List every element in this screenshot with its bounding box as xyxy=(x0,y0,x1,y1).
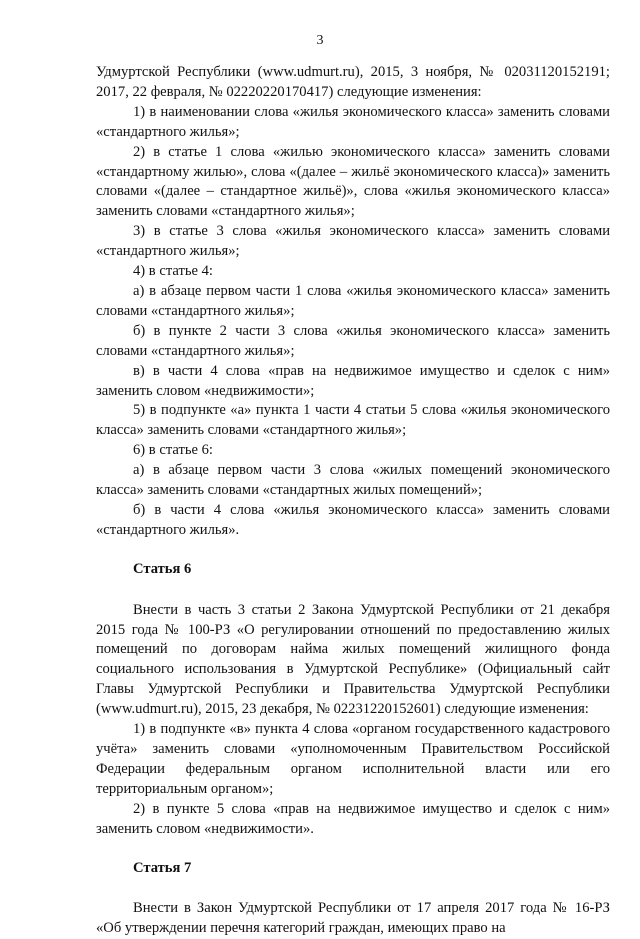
paragraph-article-6-item-1: 1) в подпункте «в» пункта 4 слова «органом государственного кадастрового учёта» заменить словами «уполномоченным Правительством Российской Федерации федеральным органом исполнительной власти или его территориальным органом»; xyxy=(96,721,610,797)
paragraph-item-4v: в) в части 4 слова «прав на недвижимое имущество и сделок с ним» заменить словом «недвижимости»; xyxy=(96,362,610,399)
paragraph-article-6-intro: Внести в часть 3 статьи 2 Закона Удмуртской Республики от 21 декабря 2015 года № 100-РЗ «О регулировании отношений по предоставлению жилых помещений по договорам найма жилых помещений жилищного фонда социального использования в Удмуртской Республике» (Официальный сайт Главы Удмуртской Республики и Правительства Удмуртской Республики (www.udmurt.ru), 2015, 23 декабря, № 02231220152601) следующие изменения: xyxy=(96,601,610,718)
paragraph-item-4b: б) в пункте 2 части 3 слова «жилья экономического класса» заменить словами «стандартного жилья»; xyxy=(96,322,610,359)
paragraph-item-4: 4) в статье 4: xyxy=(133,263,213,280)
paragraph-item-6b: б) в части 4 слова «жилья экономического класса» заменить словами «стандартного жилья». xyxy=(96,501,610,538)
paragraph-item-6a: а) в абзаце первом части 3 слова «жилых помещений экономического класса» заменить словами «стандартных жилых помещений»; xyxy=(96,462,610,499)
page-number: 3 xyxy=(316,33,324,48)
paragraph-intro-continuation: Удмуртской Республики (www.udmurt.ru), 2015, 3 ноября, № 02031120152191; 2017, 22 февраля, № 02220220170417) следующие изменения: xyxy=(96,64,610,100)
paragraph-item-5: 5) в подпункте «а» пункта 1 части 4 статьи 5 слова «жилья экономического класса» заменить словами «стандартного жилья»; xyxy=(96,402,610,439)
paragraph-item-1: 1) в наименовании слова «жилья экономического класса» заменить словами «стандартного жилья»; xyxy=(96,103,610,140)
article-6-heading: Статья 6 xyxy=(133,560,192,577)
paragraph-item-2: 2) в статье 1 слова «жилью экономического класса» заменить словами «стандартному жилью», слова «(далее – жильё экономического класса)» заменить словами «(далее – стандартное жильё)», слова «жилья экономического класса» заменить словами «стандартного жилья»; xyxy=(96,143,610,220)
paragraph-item-3: 3) в статье 3 слова «жилья экономического класса» заменить словами «стандартного жилья»; xyxy=(96,223,610,260)
document-body xyxy=(96,63,610,939)
article-7-heading: Статья 7 xyxy=(133,859,192,876)
paragraph-article-6-item-2: 2) в пункте 5 слова «прав на недвижимое имущество и сделок с ним» заменить словом «недвижимости». xyxy=(96,800,610,837)
paragraph-item-6: 6) в статье 6: xyxy=(133,442,213,459)
paragraph-article-7-intro: Внести в Закон Удмуртской Республики от 17 апреля 2017 года № 16-РЗ «Об утверждении перечня категорий граждан, имеющих право на xyxy=(96,900,610,937)
paragraph-item-4a: а) в абзаце первом части 1 слова «жилья экономического класса» заменить словами «стандартного жилья»; xyxy=(96,282,610,319)
